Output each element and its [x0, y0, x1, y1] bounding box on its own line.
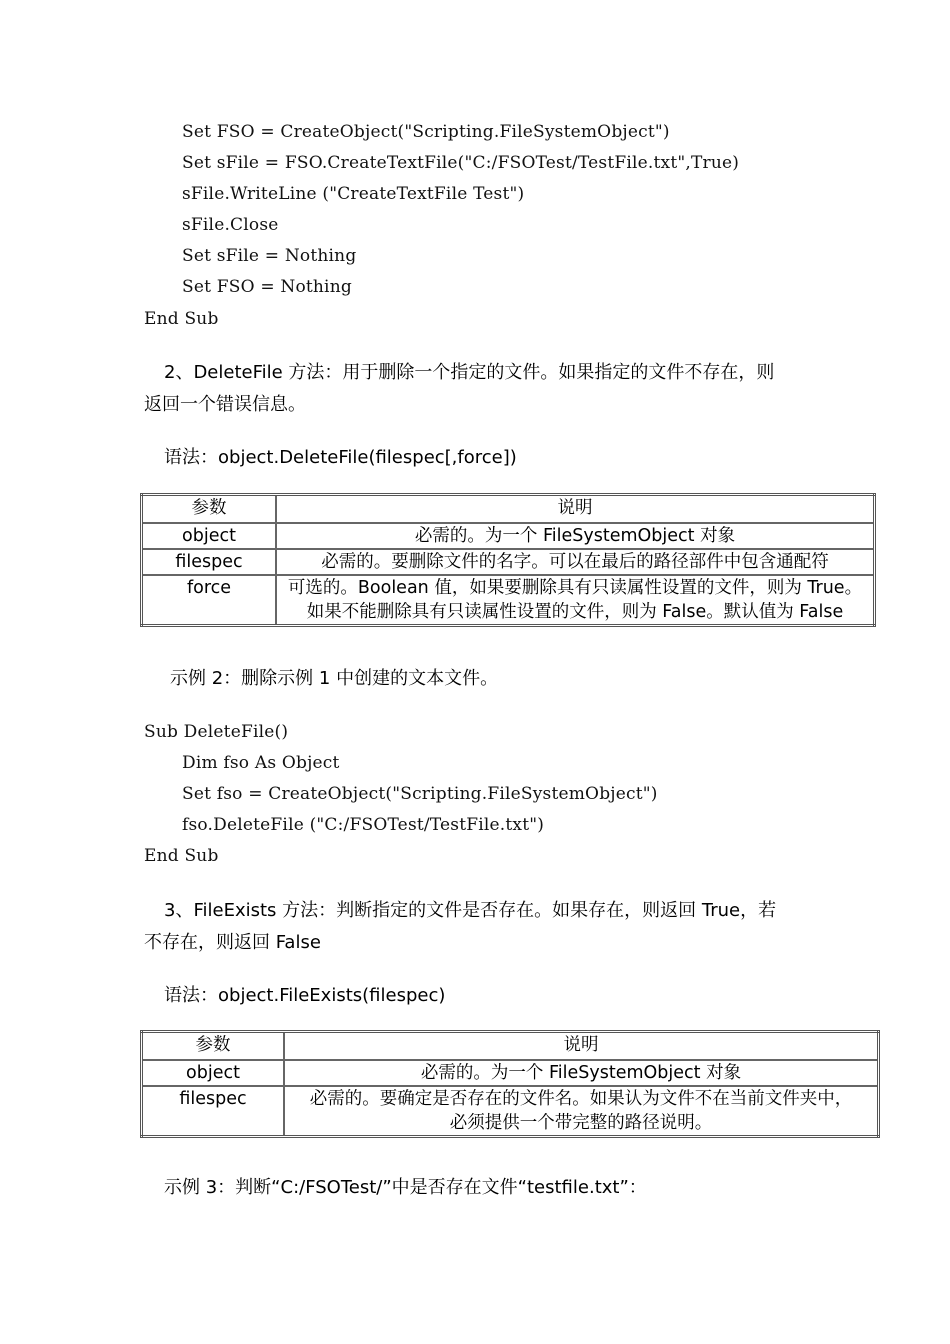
code-line: Dim fso As Object	[182, 753, 340, 773]
section-heading-continued: 不存在，则返回 False	[144, 932, 321, 953]
code-line: sFile.WriteLine ("CreateTextFile Test")	[182, 184, 525, 204]
param-desc-cell	[284, 1086, 879, 1137]
code-line: sFile.Close	[182, 215, 279, 235]
param-name-cell: filespec	[142, 1086, 285, 1137]
code-line: Sub DeleteFile()	[144, 722, 289, 742]
code-line: End Sub	[144, 846, 219, 866]
example-caption: 示例 3：判断“C:/FSOTest/”中是否存在文件“testfile.txt”：	[164, 1177, 647, 1198]
table-header-cell: 说明	[284, 1032, 879, 1061]
table-row	[142, 1060, 879, 1086]
param-desc-line: 必需的。要删除文件的名字。可以在最后的路径部件中包含通配符	[321, 552, 829, 572]
param-desc-cell	[284, 1060, 879, 1086]
table-row	[142, 1086, 879, 1137]
table-header-row	[142, 495, 875, 524]
syntax-line: 语法：object.FileExists(filespec)	[164, 985, 446, 1006]
param-desc-line: 如果不能删除具有只读属性设置的文件，则为 False。默认值为 False	[306, 602, 844, 622]
table-header-cell: 参数	[142, 1032, 285, 1061]
parameters-table	[140, 1030, 880, 1138]
section-heading: 2、DeleteFile 方法：用于删除一个指定的文件。如果指定的文件不存在，则	[164, 362, 775, 383]
param-name-cell: force	[142, 575, 277, 626]
param-name-cell: object	[142, 1060, 285, 1086]
code-line: Set fso = CreateObject("Scripting.FileSystemObject")	[182, 784, 658, 804]
table-header-row	[142, 1032, 879, 1061]
param-desc-cell	[276, 523, 875, 549]
param-name-cell: object	[142, 523, 277, 549]
table-row	[142, 523, 875, 549]
section-heading: 3、FileExists 方法：判断指定的文件是否存在。如果存在，则返回 True，若	[164, 900, 777, 921]
param-desc-line: 必需的。要确定是否存在的文件名。如果认为文件不在当前文件夹中，	[309, 1089, 853, 1109]
param-desc-cell	[276, 575, 875, 626]
code-line: End Sub	[144, 309, 219, 329]
param-desc-line: 必需的。为一个 FileSystemObject 对象	[420, 1063, 742, 1083]
param-desc-line: 必须提供一个带完整的路径说明。	[449, 1113, 713, 1133]
param-desc-line: 必需的。为一个 FileSystemObject 对象	[414, 526, 736, 546]
param-desc-cell	[276, 549, 875, 575]
code-line: Set FSO = CreateObject("Scripting.FileSystemObject")	[182, 122, 670, 142]
parameters-table	[140, 493, 876, 627]
param-name-cell: filespec	[142, 549, 277, 575]
code-line: fso.DeleteFile ("C:/FSOTest/TestFile.txt")	[182, 815, 545, 835]
code-line: Set sFile = FSO.CreateTextFile("C:/FSOTest/TestFile.txt",True)	[182, 153, 740, 173]
section-heading-continued: 返回一个错误信息。	[144, 394, 306, 415]
param-desc-line: 可选的。Boolean 值，如果要删除具有只读属性设置的文件，则为 True。	[287, 578, 863, 598]
example-caption: 示例 2：删除示例 1 中创建的文本文件。	[170, 668, 499, 689]
table-header-cell: 说明	[276, 495, 875, 524]
table-header-cell: 参数	[142, 495, 277, 524]
table-row	[142, 549, 875, 575]
table-row	[142, 575, 875, 626]
syntax-line: 语法：object.DeleteFile(filespec[,force])	[164, 447, 517, 468]
code-line: Set FSO = Nothing	[182, 277, 352, 297]
code-line: Set sFile = Nothing	[182, 246, 357, 266]
